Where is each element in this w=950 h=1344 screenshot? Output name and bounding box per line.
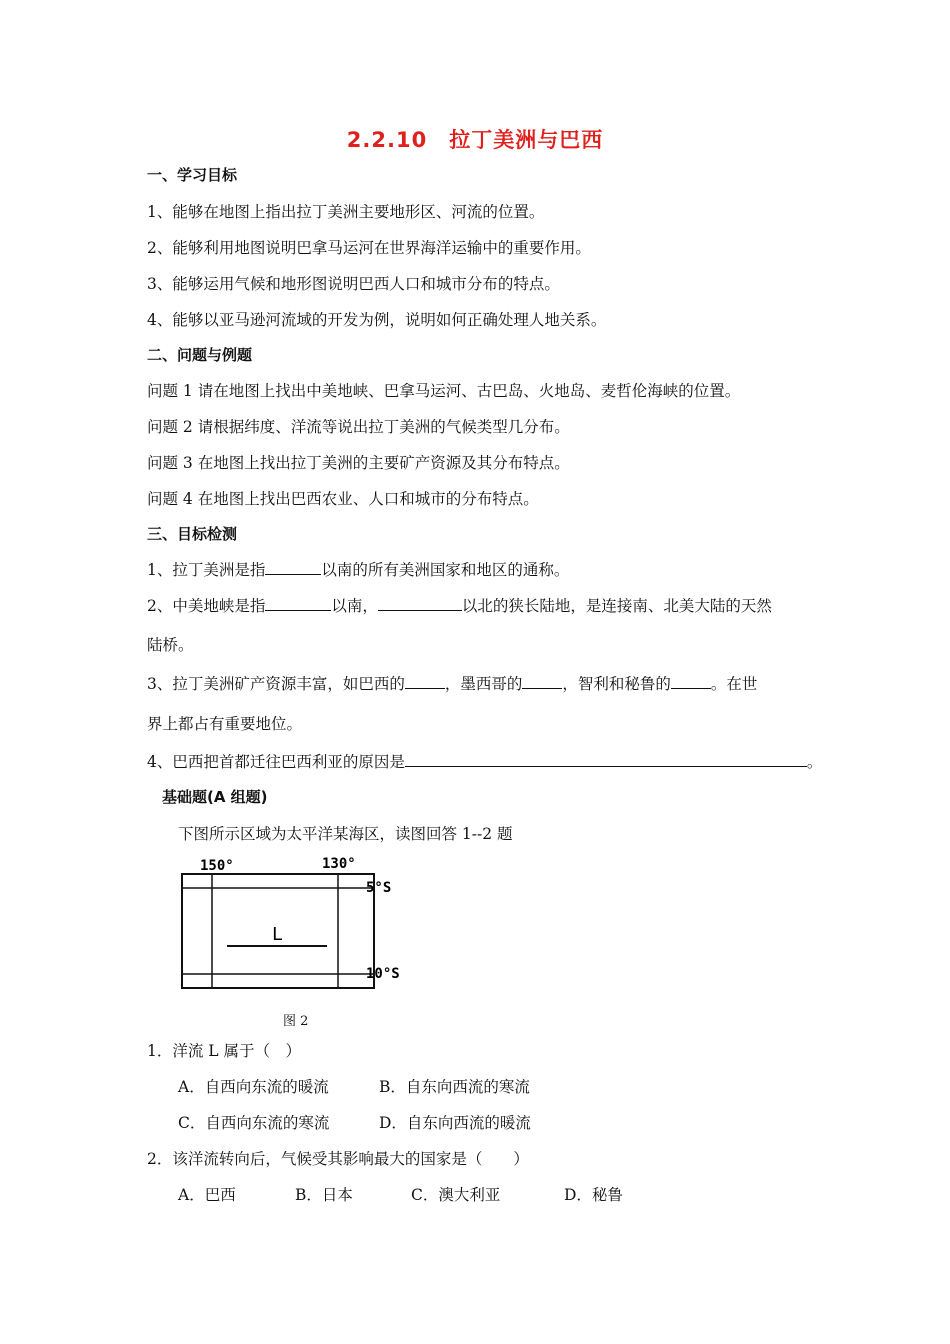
map-intro: 下图所示区域为太平洋某海区，读图回答 1--2 题 xyxy=(178,825,513,843)
question-item: 问题 4 在地图上找出巴西农业、人口和城市的分布特点。 xyxy=(147,490,539,508)
answer-blank[interactable] xyxy=(405,674,445,689)
fill-question-2: 2、中美地峡是指 以南， 以北的狭长陆地，是连接南、北美大陆的天然 xyxy=(147,597,772,615)
mc-option[interactable]: A．自西向东流的暖流 xyxy=(178,1078,329,1096)
answer-blank[interactable] xyxy=(265,596,331,611)
section-heading-objectives: 一、学习目标 xyxy=(147,166,238,184)
question-item: 问题 2 请根据纬度、洋流等说出拉丁美洲的气候类型几分布。 xyxy=(147,418,570,436)
question-item: 问题 1 请在地图上找出中美地峡、巴拿马运河、古巴岛、火地岛、麦哲伦海峡的位置。 xyxy=(147,382,741,400)
mc-question-stem: 2．该洋流转向后，气候受其影响最大的国家是（ ） xyxy=(147,1150,529,1168)
mc-option[interactable]: D．自东向西流的暖流 xyxy=(379,1114,531,1132)
objective-item: 2、能够利用地图说明巴拿马运河在世界海洋运输中的重要作用。 xyxy=(147,239,591,257)
answer-blank[interactable] xyxy=(378,596,462,611)
fill-question-4: 4、巴西把首都迁往巴西利亚的原因是 。 xyxy=(147,753,823,771)
answer-blank[interactable] xyxy=(671,674,711,689)
page-title: 2.2.10 拉丁美洲与巴西 xyxy=(346,128,604,152)
mc-option[interactable]: C．自西向东流的寒流 xyxy=(178,1114,330,1132)
answer-blank[interactable] xyxy=(405,752,807,767)
basic-heading: 基础题(A 组题) xyxy=(162,788,268,806)
question-item: 问题 3 在地图上找出拉丁美洲的主要矿产资源及其分布特点。 xyxy=(147,454,570,472)
lat-label-top: 5°S xyxy=(366,880,392,896)
fill-question-3-cont: 界上都占有重要地位。 xyxy=(147,715,303,733)
answer-blank[interactable] xyxy=(522,674,562,689)
mc-question-stem: 1．洋流 L 属于（ ） xyxy=(147,1042,302,1060)
ocean-current-map xyxy=(172,850,422,1000)
objective-item: 3、能够运用气候和地形图说明巴西人口和城市分布的特点。 xyxy=(147,275,560,293)
objective-item: 1、能够在地图上指出拉丁美洲主要地形区、河流的位置。 xyxy=(147,203,545,221)
mc-option[interactable]: B．日本 xyxy=(295,1186,353,1204)
figure-caption: 图 2 xyxy=(283,1014,309,1029)
section-heading-check: 三、目标检测 xyxy=(147,525,238,543)
fill-question-3: 3、拉丁美洲矿产资源丰富，如巴西的 ，墨西哥的 ，智利和秘鲁的 。在世 xyxy=(147,675,758,693)
lat-label-bottom: 10°S xyxy=(366,966,400,982)
mc-option[interactable]: D．秘鲁 xyxy=(564,1186,623,1204)
mc-option[interactable]: C．澳大利亚 xyxy=(411,1186,501,1204)
mc-option[interactable]: B．自东向西流的寒流 xyxy=(379,1078,530,1096)
fill-question-1: 1、拉丁美洲是指 以南的所有美洲国家和地区的通称。 xyxy=(147,561,570,579)
answer-blank[interactable] xyxy=(265,560,321,575)
current-label: L xyxy=(272,924,283,945)
objective-item: 4、能够以亚马逊河流域的开发为例，说明如何正确处理人地关系。 xyxy=(147,311,607,329)
section-heading-questions: 二、问题与例题 xyxy=(147,346,253,364)
mc-option[interactable]: A．巴西 xyxy=(178,1186,236,1204)
lon-label-right: 130° xyxy=(322,856,356,872)
fill-question-2-cont: 陆桥。 xyxy=(147,636,194,654)
lon-label-left: 150° xyxy=(200,858,234,874)
